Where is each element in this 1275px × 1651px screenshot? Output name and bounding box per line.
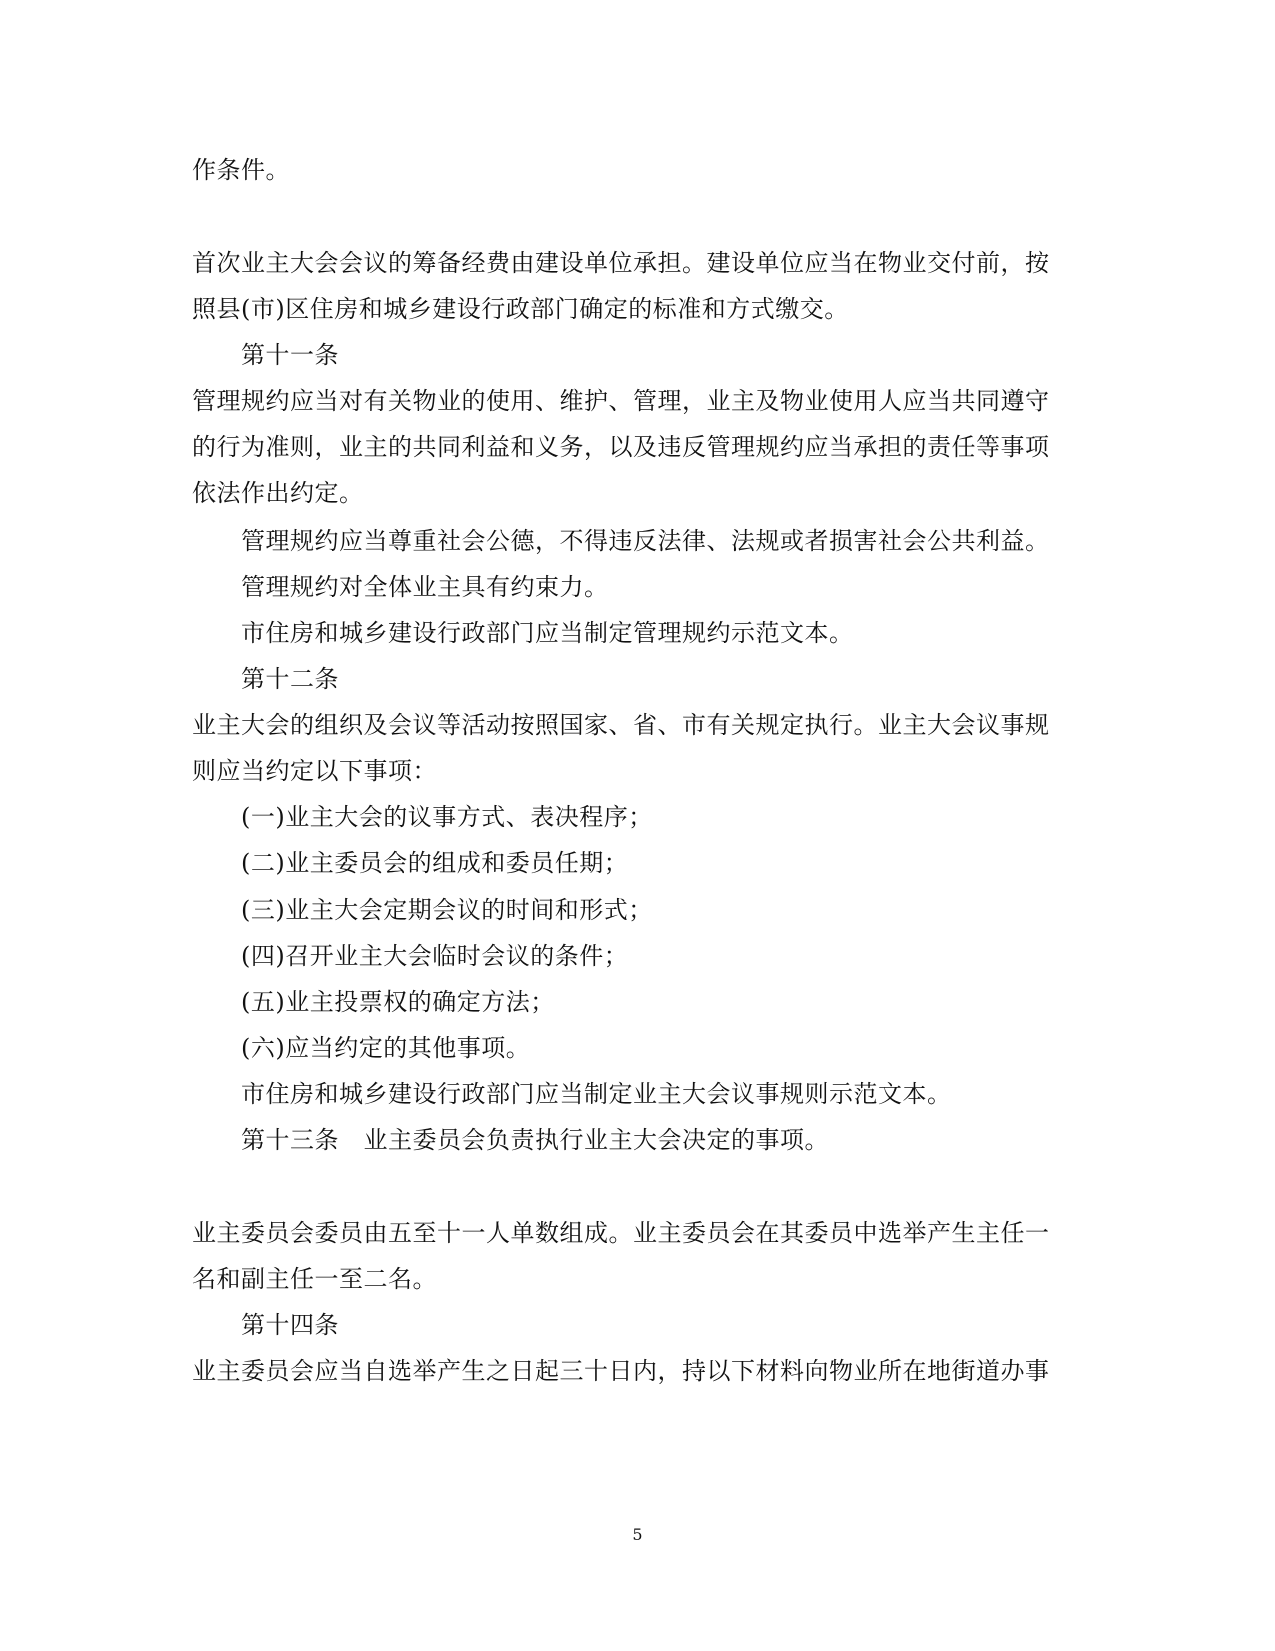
text-line: 管理规约应当尊重社会公德，不得违反法律、法规或者损害社会公共利益。: [241, 527, 1050, 555]
list-item: (六)应当约定的其他事项。: [241, 1034, 531, 1062]
text-line: 管理规约对全体业主具有约束力。: [241, 573, 609, 601]
text-line: 照县(市)区住房和城乡建设行政部门确定的标准和方式缴交。: [192, 295, 849, 323]
list-item: (二)业主委员会的组成和委员任期；: [241, 849, 629, 877]
text-line: 管理规约应当对有关物业的使用、维护、管理，业主及物业使用人应当共同遵守: [192, 387, 1050, 415]
text-line: 业主委员会应当自选举产生之日起三十日内，持以下材料向物业所在地街道办事: [192, 1357, 1050, 1385]
page-number: 5: [632, 1525, 643, 1544]
list-item: (一)业主大会的议事方式、表决程序；: [241, 803, 653, 831]
text-line: 市住房和城乡建设行政部门应当制定业主大会议事规则示范文本。: [241, 1080, 952, 1108]
list-item: (五)业主投票权的确定方法；: [241, 988, 555, 1016]
text-line: 作条件。: [192, 156, 290, 184]
text-line: 市住房和城乡建设行政部门应当制定管理规约示范文本。: [241, 619, 854, 647]
article-heading: 第十三条 业主委员会负责执行业主大会决定的事项。: [241, 1126, 829, 1154]
text-line: 的行为准则，业主的共同利益和义务，以及违反管理规约应当承担的责任等事项: [192, 433, 1050, 461]
list-item: (三)业主大会定期会议的时间和形式；: [241, 896, 653, 924]
article-heading: 第十二条: [241, 665, 339, 693]
article-heading: 第十一条: [241, 341, 339, 369]
text-line: 首次业主大会会议的筹备经费由建设单位承担。建设单位应当在物业交付前，按: [192, 249, 1050, 277]
article-heading: 第十四条: [241, 1311, 339, 1339]
text-line: 名和副主任一至二名。: [192, 1265, 437, 1293]
text-line: 则应当约定以下事项：: [192, 757, 437, 785]
text-line: 业主委员会委员由五至十一人单数组成。业主委员会在其委员中选举产生主任一: [192, 1219, 1050, 1247]
text-line: 业主大会的组织及会议等活动按照国家、省、市有关规定执行。业主大会议事规: [192, 711, 1050, 739]
text-line: 依法作出约定。: [192, 479, 364, 507]
list-item: (四)召开业主大会临时会议的条件；: [241, 942, 629, 970]
